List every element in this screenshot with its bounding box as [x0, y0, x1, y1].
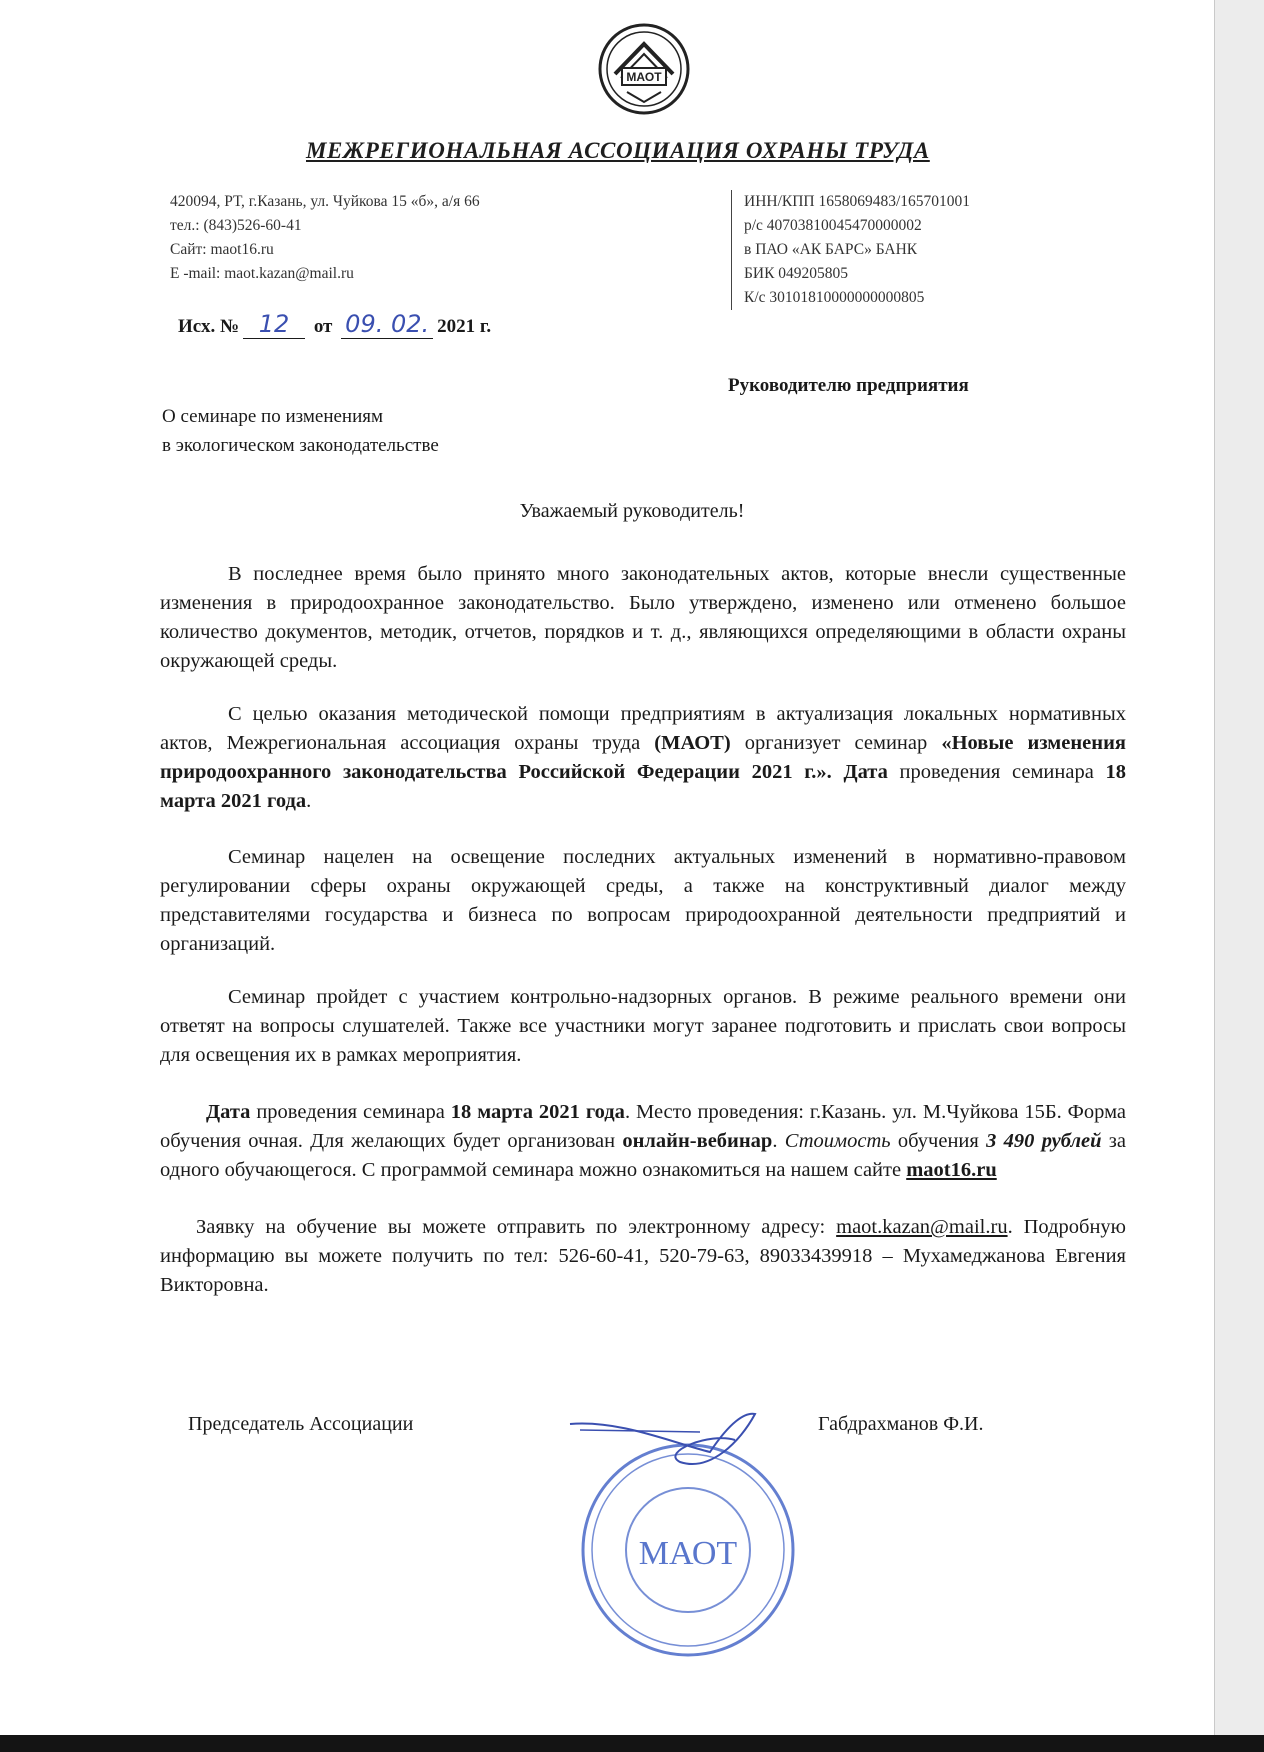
p5-seminar-date: 18 марта 2021 года [450, 1101, 625, 1123]
p2-maot: (МАОТ) [654, 732, 731, 754]
greeting: Уважаемый руководитель! [519, 500, 745, 522]
p2-date-label: Дата [843, 761, 888, 783]
paragraph-3-text: Семинар нацелен на освещение последних актуальных изменений в нормативно-правовом регулировании сферы охраны окружающей среды, а также на конструктивный диалог между представителями государства и бизнеса по вопросам природоохранной деятельности предприятий и организаций. [160, 846, 1126, 955]
p6-email-link[interactable]: maot.kazan@mail.ru [836, 1216, 1008, 1238]
email-line: E -mail: maot.kazan@mail.ru [170, 265, 354, 282]
outgoing-prefix: Исх. № [178, 316, 240, 337]
subject [162, 402, 439, 460]
subject-line-2: в экологическом законодательстве [162, 435, 439, 456]
p2-text-a: С целью оказания методической помощи предприятиям в актуализация локальных нормативных актов, Межрегиональная ассоциация охраны труда [160, 703, 1126, 754]
bank-details-block [731, 190, 970, 310]
contact-block [170, 190, 480, 286]
paragraph-4 [160, 983, 1126, 1070]
p5-price: 3 490 рублей [986, 1130, 1102, 1152]
signer-name: Габдрахманов Ф.И. [818, 1413, 984, 1435]
p5-text-c: . [772, 1130, 785, 1152]
paragraph-6 [160, 1213, 1126, 1300]
addressee: Руководителю предприятия [728, 375, 969, 396]
p6-text-a: Заявку на обучение вы можете отправить по электронному адресу: [196, 1216, 837, 1238]
paragraph-2 [160, 700, 1126, 816]
outgoing-number [178, 310, 491, 339]
p2-space [832, 761, 844, 783]
paragraph-4-text: Семинар пройдет с участием контрольно-надзорных органов. В режиме реального времени они ответят на вопросы слушателей. Также все участники могут заранее подготовить и прислать свои вопросы для освещения их в рамках мероприятия. [160, 986, 1126, 1066]
p6-text-b: . Подробную информацию вы можете получить по тел: 526-60-41, 520-79-63, 89033439918 – Мухамеджанова Евгения Викторовна. [160, 1216, 1126, 1296]
address-line: 420094, РТ, г.Казань, ул. Чуйкова 15 «б», а/я 66 [170, 193, 480, 210]
outgoing-number-value: 12 [243, 310, 305, 339]
outgoing-from: от [313, 316, 333, 337]
paragraph-5 [160, 1098, 1126, 1185]
p5-text-d: обучения [890, 1130, 987, 1152]
seminar-title: «Новые изменения природоохранного законодательства Российской Федерации 2021 г.». [160, 732, 1126, 783]
phone-line: тел.: (843)526-60-41 [170, 217, 302, 234]
p5-text-b: . Место проведения: г.Казань. ул. М.Чуйкова 15Б. Форма обучения очная. Для желающих будет организован [160, 1101, 1126, 1152]
p2-text-b: организует семинар [730, 732, 942, 754]
svg-text:МАОТ: МАОТ [638, 1535, 738, 1572]
inn-kpp-line: ИНН/КПП 1658069483/165701001 [744, 193, 971, 210]
bik-line: БИК 049205805 [744, 265, 849, 282]
corr-account-line: К/с 30101810000000000805 [744, 289, 925, 306]
scan-right-edge [1214, 0, 1264, 1752]
svg-text:МАОТ: МАОТ [626, 70, 662, 84]
stamp-with-signature [560, 1402, 800, 1672]
maot-logo [597, 22, 691, 116]
paragraph-3 [160, 843, 1126, 959]
p5-online-webinar: онлайн-вебинар [622, 1130, 773, 1152]
p5-text-e: за одного обучающегося. С программой семинара можно ознакомиться на нашем сайте [160, 1130, 1127, 1181]
site-line: Сайт: maot16.ru [170, 241, 274, 258]
p5-site-link[interactable]: maot16.ru [906, 1159, 997, 1181]
bank-name-line: в ПАО «АК БАРС» БАНК [744, 241, 918, 258]
scan-bottom-edge [0, 1735, 1264, 1752]
p2-seminar-date: 18 марта 2021 года [160, 761, 1126, 812]
paragraph-1-text: В последнее время было принято много законодательных актов, которые внесли существенные изменения в природоохранное законодательство. Было утверждено, изменено или отменено большое количество документов, методик, отчетов, порядков и т. д., являющихся определяющими в области охраны окружающей среды. [160, 563, 1126, 672]
p5-cost-label: Стоимость [784, 1130, 891, 1152]
organization-title: МЕЖРЕГИОНАЛЬНАЯ АССОЦИАЦИЯ ОХРАНЫ ТРУДА [306, 138, 930, 163]
outgoing-date-value: 09. 02. [341, 310, 433, 339]
account-line: р/с 40703810045470000002 [744, 217, 922, 234]
p5-date-label: Дата [206, 1101, 251, 1123]
subject-line-1: О семинаре по изменениям [162, 406, 384, 427]
outgoing-year: 2021 г. [437, 316, 492, 337]
signer-position: Председатель Ассоциации [188, 1413, 414, 1435]
paragraph-1 [160, 560, 1126, 676]
p5-text-a: проведения семинара [250, 1101, 451, 1123]
p2-period: . [306, 790, 312, 812]
p2-text-d: проведения семинара [887, 761, 1106, 783]
